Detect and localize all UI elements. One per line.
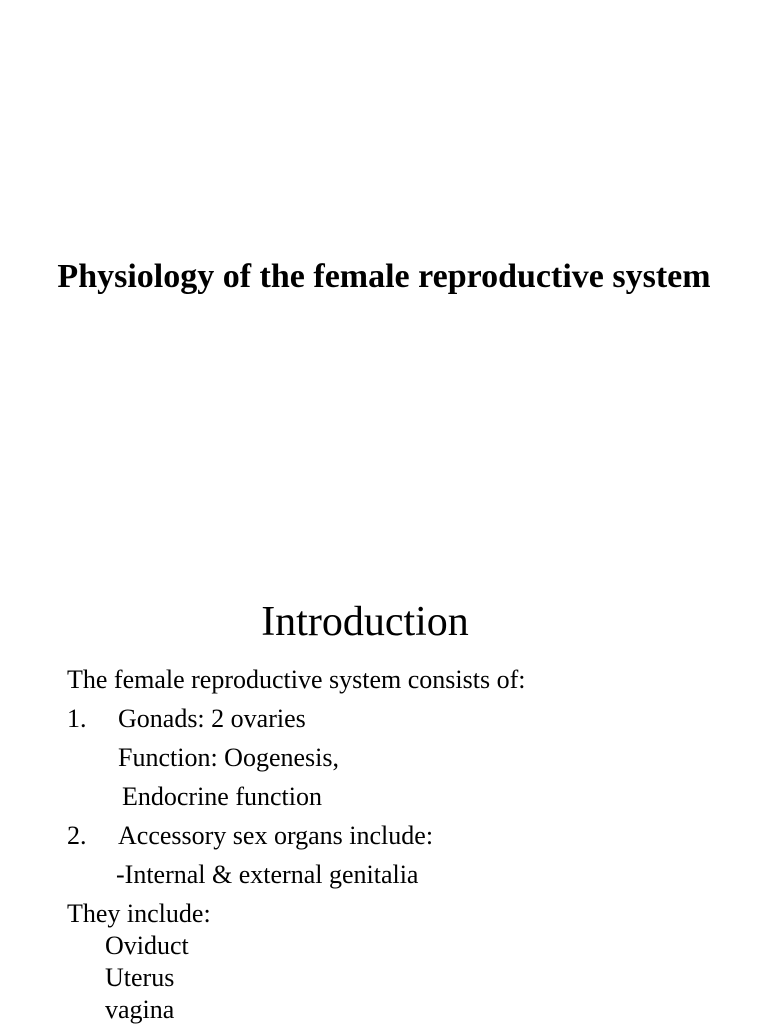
- organ-item: Oviduct: [105, 931, 189, 960]
- slide-title: Physiology of the female reproductive system: [57, 258, 711, 295]
- introduction-slide: [0, 576, 768, 1024]
- list-number-1: 1.: [67, 704, 87, 733]
- list-number-2: 2.: [67, 821, 87, 850]
- list-item-1-sub-2: Endocrine function: [122, 782, 322, 811]
- list-item-1-sub-1: Function: Oogenesis,: [118, 743, 339, 772]
- they-include-text: They include:: [67, 899, 211, 928]
- slide-heading: Introduction: [261, 599, 469, 645]
- organ-item: vagina: [105, 995, 175, 1024]
- list-item-1-text: Gonads: 2 ovaries: [118, 704, 306, 733]
- organ-item: Uterus: [105, 963, 175, 992]
- list-item-2-sub-1: -Internal & external genitalia: [116, 860, 419, 889]
- list-item-2-text: Accessory sex organs include:: [118, 821, 434, 850]
- intro-text: The female reproductive system consists of:: [67, 665, 526, 694]
